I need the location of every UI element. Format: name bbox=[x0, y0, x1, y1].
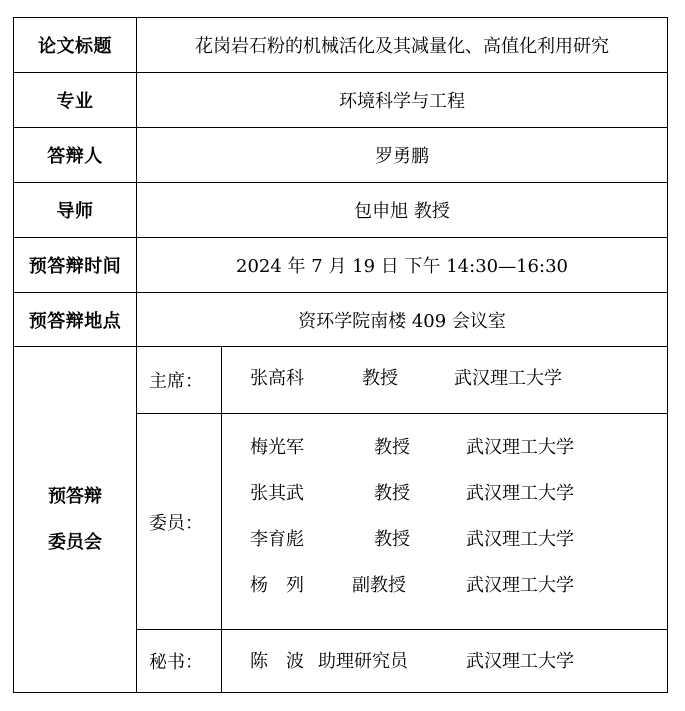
major-label: 专业 bbox=[14, 73, 137, 127]
member-row bbox=[222, 482, 667, 506]
member-row bbox=[222, 574, 667, 598]
major-value: 环境科学与工程 bbox=[339, 91, 465, 112]
chair-body bbox=[222, 347, 667, 413]
member-row bbox=[222, 528, 667, 552]
row-advisor bbox=[14, 183, 667, 238]
defense-info-table bbox=[13, 17, 668, 693]
member-name: 张其武 bbox=[250, 483, 304, 504]
member-name: 杨 列 bbox=[250, 575, 304, 596]
members-body bbox=[222, 414, 667, 629]
chair-title: 教授 bbox=[362, 368, 398, 389]
member-name: 梅光军 bbox=[250, 437, 304, 458]
row-thesis-title bbox=[14, 18, 667, 73]
row-major bbox=[14, 73, 667, 128]
committee-label-line1: 预答辩 bbox=[48, 485, 102, 507]
secretary-role-label: 秘书： bbox=[137, 630, 222, 692]
committee-label bbox=[14, 347, 137, 692]
thesis-title-value: 花岗岩石粉的机械活化及其减量化、高值化利用研究 bbox=[195, 36, 609, 57]
defense-time-label: 预答辩时间 bbox=[14, 238, 137, 292]
member-title: 副教授 bbox=[352, 575, 406, 596]
chair-affiliation: 武汉理工大学 bbox=[454, 368, 562, 389]
defender-value: 罗勇鹏 bbox=[375, 146, 429, 167]
member-affiliation: 武汉理工大学 bbox=[466, 483, 574, 504]
chair-name: 张高科 bbox=[250, 368, 304, 389]
secretary-affiliation: 武汉理工大学 bbox=[466, 651, 574, 672]
member-affiliation: 武汉理工大学 bbox=[466, 437, 574, 458]
row-defender bbox=[14, 128, 667, 183]
chair-role-label: 主席： bbox=[137, 347, 222, 413]
defense-location-label: 预答辩地点 bbox=[14, 293, 137, 346]
defense-location-value: 资环学院南楼 409 会议室 bbox=[298, 310, 506, 332]
member-title: 教授 bbox=[374, 529, 410, 550]
row-defense-location bbox=[14, 293, 667, 347]
secretary-name: 陈 波 bbox=[250, 651, 304, 672]
secretary-body bbox=[222, 630, 667, 692]
advisor-label: 导师 bbox=[14, 183, 137, 237]
member-title: 教授 bbox=[374, 483, 410, 504]
row-defense-time bbox=[14, 238, 667, 293]
chair-row bbox=[137, 347, 667, 414]
member-row bbox=[222, 436, 667, 460]
members-row bbox=[137, 414, 667, 630]
committee-label-line2: 委员会 bbox=[48, 531, 102, 553]
thesis-title-label: 论文标题 bbox=[14, 18, 137, 72]
defense-time-value: 2024 年 7 月 19 日 下午 14:30—16:30 bbox=[236, 256, 568, 277]
secretary-title: 助理研究员 bbox=[318, 651, 408, 672]
member-title: 教授 bbox=[374, 437, 410, 458]
secretary-row bbox=[137, 630, 667, 692]
member-name: 李育彪 bbox=[250, 529, 304, 550]
members-role-label: 委员： bbox=[137, 414, 222, 629]
member-affiliation: 武汉理工大学 bbox=[466, 575, 574, 596]
defender-label: 答辩人 bbox=[14, 128, 137, 182]
member-affiliation: 武汉理工大学 bbox=[466, 529, 574, 550]
advisor-value: 包申旭 教授 bbox=[354, 201, 450, 222]
